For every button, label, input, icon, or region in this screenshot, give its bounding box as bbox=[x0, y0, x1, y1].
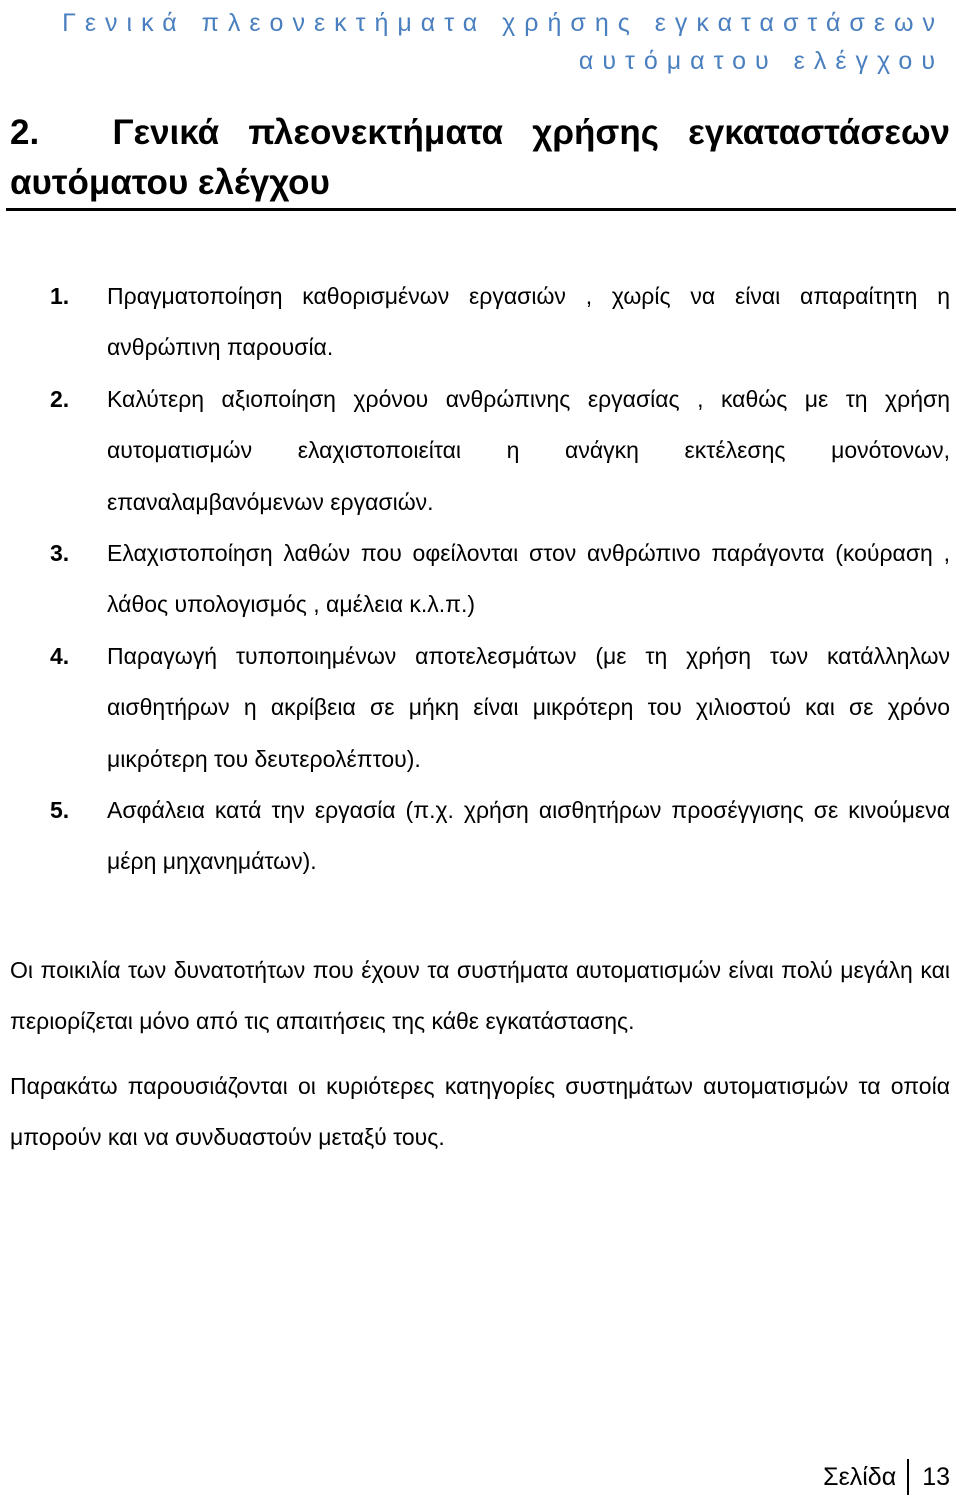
list-item-number: 2. bbox=[50, 385, 70, 412]
list-item-text: Ελαχιστοποίηση λαθών που οφείλονται στον ανθρώπινο παράγοντα (κούραση , λάθος υπολογισμός , αμέλεια κ.λ.π.) bbox=[107, 540, 950, 618]
list-item-text: Παραγωγή τυποποιημένων αποτελεσμάτων (με τη χρήση των κατάλληλων αισθητήρων η ακρίβεια σε μήκη είναι μικρότερη του χιλιοστού και σε χρόνο μικρότερη του δευτερολέπτου). bbox=[107, 642, 950, 772]
list-item-text: Καλύτερη αξιοποίηση χρόνου ανθρώπινης εργασίας , καθώς με τη χρήση αυτοματισμών ελαχιστοποιείται η ανάγκη εκτέλεσης μονότονων, επαναλαμβανόμενων εργασιών. bbox=[107, 385, 950, 515]
list-item bbox=[0, 528, 960, 631]
page-footer bbox=[823, 1459, 950, 1495]
list-item-number: 1. bbox=[50, 283, 70, 309]
list-item bbox=[0, 374, 960, 528]
list-item bbox=[0, 785, 960, 888]
section-number: 2. bbox=[10, 113, 40, 152]
list-item bbox=[0, 271, 960, 374]
list-item-text: Ασφάλεια κατά την εργασία (π.χ. χρήση αισθητήρων προσέγγισης σε κινούμενα μέρη μηχανημάτων). bbox=[107, 797, 950, 875]
page-number: 13 bbox=[922, 1463, 950, 1491]
body-paragraph-variety: Οι ποικιλία των δυνατοτήτων που έχουν τα συστήματα αυτοματισμών είναι πολύ μεγάλη και περιορίζεται μόνο από τις απαιτήσεις της κάθε εγκατάστασης. bbox=[10, 957, 950, 1034]
running-header: Γενικά πλεονεκτήματα χρήσης εγκαταστάσεων αυτόματου ελέγχου bbox=[62, 9, 944, 75]
page-label: Σελίδα bbox=[823, 1463, 897, 1491]
section-title bbox=[10, 108, 950, 208]
title-divider bbox=[6, 208, 956, 211]
section-title-text: Γενικά πλεονεκτήματα χρήσης εγκαταστάσεων αυτόματου ελέγχου bbox=[10, 113, 950, 202]
list-item-text: Πραγματοποίηση καθορισμένων εργασιών , χωρίς να είναι απαραίτητη η ανθρώπινη παρουσία. bbox=[107, 283, 950, 361]
advantages-list bbox=[0, 271, 960, 888]
list-item bbox=[0, 631, 960, 785]
body-paragraph-categories: Παρακάτω παρουσιάζονται οι κυριότερες κατηγορίες συστημάτων αυτοματισμών τα οποία μπορούν και να συνδυαστούν μεταξύ τους. bbox=[10, 1073, 950, 1150]
list-item-number: 3. bbox=[50, 540, 70, 567]
footer-separator bbox=[907, 1459, 909, 1495]
list-item-number: 4. bbox=[50, 642, 70, 669]
list-item-number: 5. bbox=[50, 797, 70, 824]
